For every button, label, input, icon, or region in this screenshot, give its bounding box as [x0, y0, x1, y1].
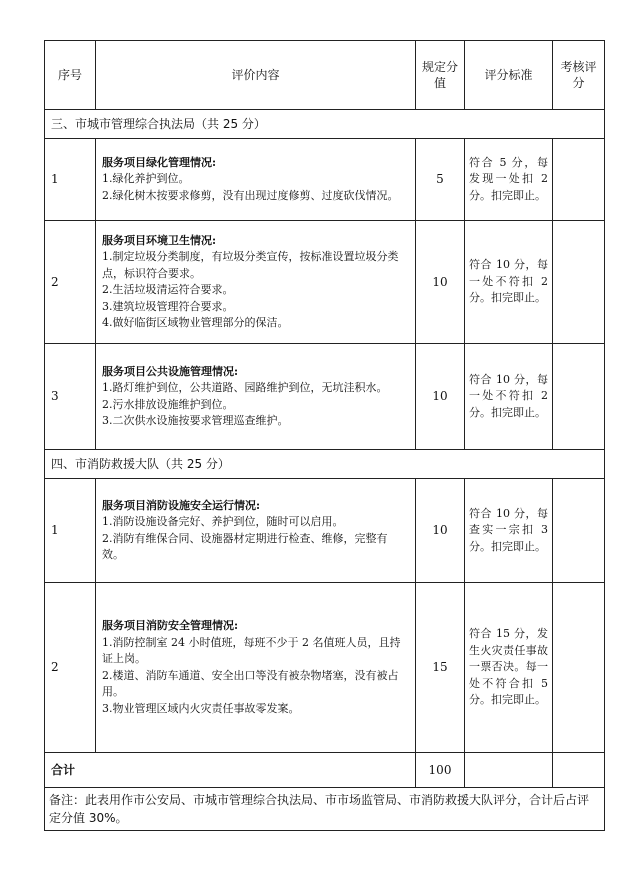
row-assess-cell: [553, 221, 605, 344]
row-number: 2: [45, 583, 96, 753]
table-row: [45, 583, 605, 753]
row-number: 1: [45, 139, 96, 221]
row-content-item: 2.绿化树木按要求修剪，没有出现过度修剪、过度砍伐情况。: [102, 188, 399, 202]
evaluation-table: [44, 40, 605, 831]
row-content-item: 2.生活垃圾清运符合要求。: [102, 283, 234, 296]
header-score: 规定分值: [416, 41, 465, 110]
row-content: [96, 221, 416, 344]
total-score: 100: [416, 753, 465, 788]
row-content-title: 服务项目绿化管理情况:: [102, 155, 217, 169]
row-content: [96, 139, 416, 221]
row-criteria: 符合 10 分，每查实一宗扣 3 分。扣完即止。: [465, 479, 553, 583]
row-content-title: 服务项目环境卫生情况:: [102, 233, 217, 247]
row-content-item: 1.消防控制室 24 小时值班，每班不少于 2 名值班人员，且持证上岗。: [102, 635, 401, 665]
row-content-title: 服务项目消防安全管理情况:: [102, 619, 239, 632]
header-seq: 序号: [45, 41, 96, 110]
row-content: [96, 479, 416, 583]
header-row: [45, 41, 605, 110]
row-criteria: 符合 10 分，每一处不符扣 2 分。扣完即止。: [465, 221, 553, 344]
note-row: [45, 788, 605, 831]
row-content-item: 3.建筑垃圾管理符合要求。: [102, 299, 234, 313]
row-score: 10: [416, 479, 465, 583]
table-row: [45, 479, 605, 583]
row-criteria: 符合 10 分，每一处不符扣 2 分。扣完即止。: [465, 344, 553, 450]
total-row: [45, 753, 605, 788]
row-content: [96, 344, 416, 450]
total-label: 合计: [45, 753, 416, 788]
row-assess-cell: [553, 344, 605, 450]
row-score: 10: [416, 221, 465, 344]
row-number: 1: [45, 479, 96, 583]
table-row: [45, 221, 605, 344]
row-content-item: 3.二次供水设施按要求管理巡查维护。: [102, 414, 289, 427]
row-number: 3: [45, 344, 96, 450]
note-text: 备注：此表用作市公安局、市城市管理综合执法局、市市场监管局、市消防救援大队评分，合计后占评定分值 30%。: [45, 788, 605, 831]
row-content-title: 服务项目公共设施管理情况:: [102, 364, 239, 378]
row-content-title: 服务项目消防设施安全运行情况:: [102, 498, 261, 512]
row-content-item: 2.楼道、消防车通道、安全出口等没有被杂物堵塞，没有被占用。: [102, 668, 399, 698]
row-content: [96, 583, 416, 753]
section-title: 三、市城市管理综合执法局（共 25 分）: [45, 110, 605, 139]
total-assess-cell: [553, 753, 605, 788]
row-criteria: 符合 5 分，每发现一处扣 2 分。扣完即止。: [465, 139, 553, 221]
row-number: 2: [45, 221, 96, 344]
total-criteria-cell: [465, 753, 553, 788]
row-assess-cell: [553, 479, 605, 583]
row-content-item: 1.路灯维护到位，公共道路、园路维护到位，无坑洼积水。: [102, 381, 388, 394]
row-score: 15: [416, 583, 465, 753]
row-criteria: 符合 15 分，发生火灾责任事故一票否决。每一处不符合扣 5 分。扣完即止。: [465, 583, 553, 753]
row-content-item: 2.消防有维保合同、设施器材定期进行检查、维修，完整有效。: [102, 531, 388, 561]
header-criteria: 评分标准: [465, 41, 553, 110]
table-row: [45, 344, 605, 450]
section-title-row: [45, 450, 605, 479]
row-content-item: 1.绿化养护到位。: [102, 172, 190, 186]
section-title-row: [45, 110, 605, 139]
row-score: 10: [416, 344, 465, 450]
header-assess: 考核评分: [553, 41, 605, 110]
table-row: [45, 139, 605, 221]
row-content-item: 1.消防设施设备完好、养护到位，随时可以启用。: [102, 515, 344, 528]
row-content-item: 1.制定垃圾分类制度，有垃圾分类宣传，按标准设置垃圾分类点，标识符合要求。: [102, 250, 399, 280]
row-content-item: 3.物业管理区域内火灾责任事故零发案。: [102, 701, 300, 715]
row-content-item: 4.做好临街区域物业管理部分的保洁。: [102, 316, 289, 329]
row-content-item: 2.污水排放设施维护到位。: [102, 397, 234, 411]
row-score: 5: [416, 139, 465, 221]
section-title: 四、市消防救援大队（共 25 分）: [45, 450, 605, 479]
row-assess-cell: [553, 139, 605, 221]
header-content: 评价内容: [96, 41, 416, 110]
row-assess-cell: [553, 583, 605, 753]
